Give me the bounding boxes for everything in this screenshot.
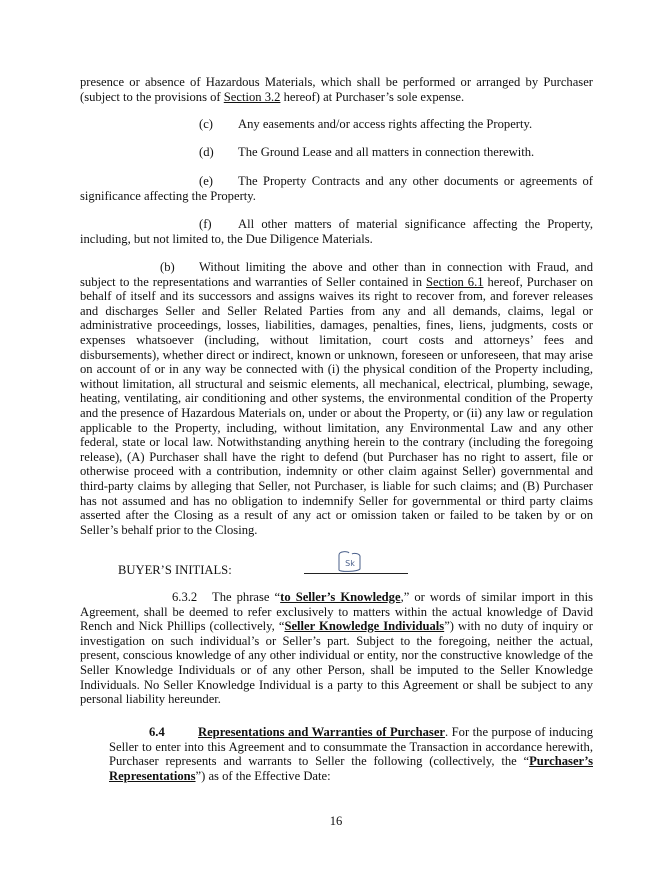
section-number: 6.3.2 bbox=[172, 590, 198, 604]
defined-term: Seller Knowledge Individuals bbox=[284, 619, 445, 634]
page-number: 16 bbox=[329, 814, 343, 828]
initials-handwritten-mark bbox=[335, 550, 365, 574]
text: . For the purpose of inducing Seller to enter into this Agreement and to consummate the Transaction in accordance herewith, Purchaser represents and warrants to Seller the following (collectively, the “ bbox=[109, 725, 593, 769]
item-text: All other matters of material significance affecting the Property, including, but not limited to, the Due Diligence Materials. bbox=[80, 217, 593, 246]
item-label: (e) bbox=[199, 174, 213, 188]
item-label: (c) bbox=[199, 117, 213, 131]
section-reference: Section 6.1 bbox=[426, 274, 484, 289]
item-text: The Property Contracts and any other documents or agreements of significance affecting the Property. bbox=[80, 174, 593, 203]
defined-term: to Seller’s Knowledge bbox=[280, 590, 401, 604]
list-item-e bbox=[80, 174, 593, 203]
list-item-f bbox=[80, 217, 593, 246]
text: hereof) at Purchaser’s sole expense. bbox=[280, 89, 465, 104]
text: ”) with no duty of inquiry or investigation on such individual’s or Seller’s part. Subject to the foregoing, neither the actual, present, conscious knowledge of any other individual or entity, nor the constructive knowledge of the Seller Knowledge Individuals or of any other Person, shall be imputed to the Seller Knowledge Individuals. No Seller Knowledge Individual is a party to this Agreement or shall be subject to any personal liability hereunder. bbox=[80, 619, 594, 707]
text: ,” or words of similar import in this Agreement, shall be deemed to refer exclusively to matters within the actual knowledge of David Rench and Nick Phillips (collectively, “ bbox=[80, 590, 593, 634]
text: Without limiting the above and other than in connection with Fraud, and subject to the representations and warranties of Seller contained in bbox=[80, 260, 593, 289]
defined-term: Purchaser’s Representations bbox=[109, 754, 593, 783]
section-number: 6.4 bbox=[149, 725, 165, 739]
svg-text:Sk: Sk bbox=[345, 559, 355, 568]
item-label: (f) bbox=[199, 217, 212, 231]
list-item-d bbox=[80, 145, 593, 160]
text: ”) as of the Effective Date: bbox=[195, 768, 331, 783]
paragraph-label: (b) bbox=[160, 260, 175, 274]
section-heading: Representations and Warranties of Purchaser bbox=[198, 725, 445, 739]
section-reference: Section 3.2 bbox=[223, 89, 281, 104]
section-6-4 bbox=[109, 725, 593, 783]
section-6-3-2 bbox=[80, 590, 593, 707]
buyers-initials-label: BUYER’S INITIALS: bbox=[118, 563, 232, 577]
text: presence or absence of Hazardous Materials, which shall be performed or arranged by Purchaser (subject to the provisions of bbox=[80, 75, 593, 104]
paragraph-b bbox=[80, 260, 593, 537]
item-label: (d) bbox=[199, 145, 214, 159]
text: hereof, Purchaser on behalf of itself and its successors and assigns waives its right to recover from, and forever releases and discharges Seller and Seller Related Parties from any and all demands, claims, legal or administrative proceedings, losses, liabilities, damages, penalties, fines, liens, judgments, costs or expenses whatsoever (including, without limitation, court costs and attorneys’ fees and disbursements), whether direct or indirect, known or unknown, foreseen or unforeseen, that may arise on account of or in any way be connected with (i) the physical condition of the Property including, without limitation, all structural and seismic elements, all mechanical, electrical, plumbing, sewage, heating, ventilating, air conditioning and other systems, the environmental condition of the Property and the presence of Hazardous Materials on, under or about the Property, or (ii) any law or regulation applicable to the Property, including, without limitation, any Environmental Law and any other federal, state or local law. Notwithstanding anything herein to the contrary (including the foregoing release), (A) Purchaser shall have the right to defend (but Purchaser has no right to assert, file or otherwise proceed with a contribution, indemnity or other claim against Seller) governmental and third-party claims by alleging that Seller, not Purchaser, is liable for such claims; and (B) Purchaser has not assumed and has no obligation to indemnify Seller for governmental or third party claims asserted after the Closing as a result of any act or omission taken or failed to be taken by or on Seller’s behalf prior to the Closing. bbox=[80, 274, 593, 537]
paragraph-continuation bbox=[80, 75, 593, 104]
list-item-c bbox=[80, 117, 593, 132]
item-text: Any easements and/or access rights affecting the Property. bbox=[238, 117, 533, 131]
item-text: The Ground Lease and all matters in connection therewith. bbox=[238, 145, 535, 159]
text: The phrase “ bbox=[212, 590, 281, 604]
